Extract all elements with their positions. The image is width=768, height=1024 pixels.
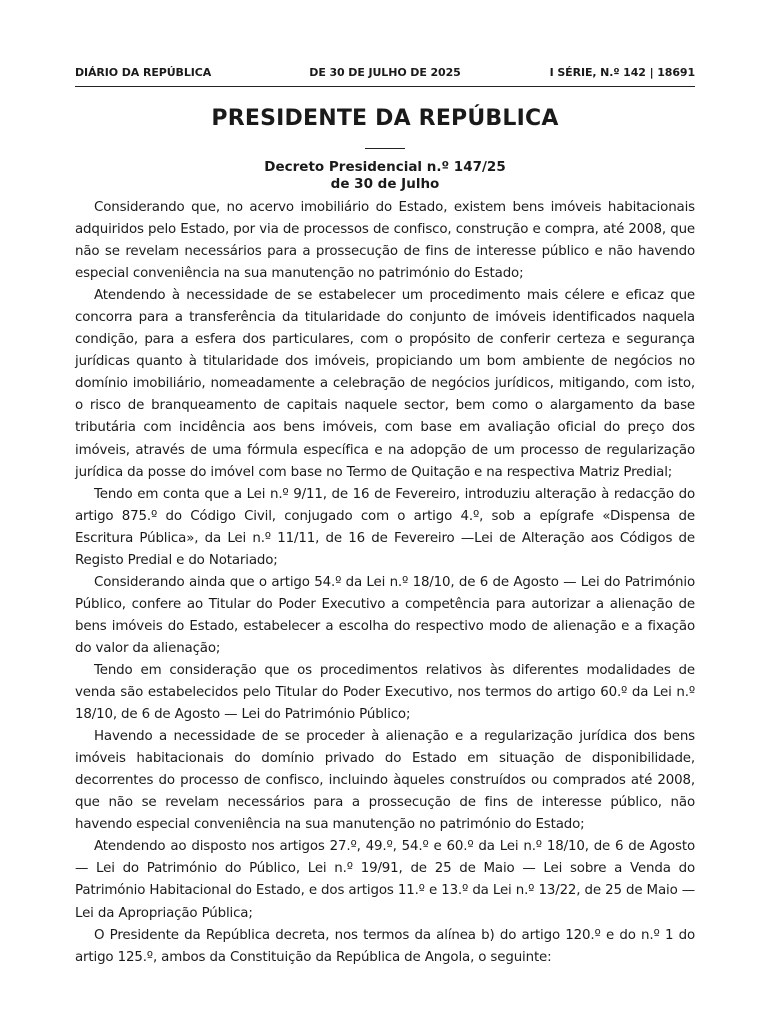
paragraph: Tendo em consideração que os procedimentos relativos às diferentes modalidades de venda são estabelecidos pelo Titular do Poder Executivo, nos termos do artigo 60.º da Lei n.º 18/10, de 6 de Agosto — Lei do Património Público; [75,662,695,723]
header-publication-name: DIÁRIO DA REPÚBLICA [75,66,212,79]
paragraph: Considerando que, no acervo imobiliário do Estado, existem bens imóveis habitacionais adquiridos pelo Estado, por via de processos de confisco, construção e compra, até 2008, que não se revelam necessários para a prossecução de fins de interesse público e não havendo especial conveniência na sua manutenção no património do Estado; [75,200,695,282]
decree-date: de 30 de Julho [330,176,440,192]
paragraph: Havendo a necessidade de se proceder à alienação e a regularização jurídica dos bens imóveis habitacionais do domínio privado do Estado em situação de disponibilidade, decorrentes do processo de confisco, incluindo àqueles construídos ou comprados até 2008, que não se revelam necessários para a prossecução de fins de interesse público, não havendo especial conveniência na sua manutenção no património do Estado; [75,729,695,833]
paragraph: Atendendo à necessidade de se estabelecer um procedimento mais célere e eficaz que concorra para a transferência da titularidade do conjunto de imóveis identificados naquela condição, para a esfera dos particulares, com o propósito de conferir certeza e segurança jurídicas quanto à titularidade dos imóveis, propiciando um bom ambiente de negócios no domínio imobiliário, nomeadamente a celebração de negócios jurídicos, mitigando, com isto, o risco de branqueamento de capitais naquele sector, bem como o alargamento da base tributária com incidência aos bens imóveis, com base em avaliação oficial do preço dos imóveis, através de uma fórmula específica e na adopção de um processo de regularização jurídica da posse do imóvel com base no Termo de Quitação e na respectiva Matriz Predial; [75,288,695,480]
paragraph: Considerando ainda que o artigo 54.º da Lei n.º 18/10, de 6 de Agosto — Lei do Património Público, confere ao Titular do Poder Executivo a competência para autorizar a alienação de bens imóveis do Estado, estabelecer a escolha do respectivo modo de alienação e a fixação do valor da alienação; [75,574,695,656]
section-title: PRESIDENTE DA REPÚBLICA [211,106,559,131]
header-series-number-page: I SÉRIE, N.º 142 | 18691 [549,66,695,79]
running-header [75,66,695,84]
decree-heading [75,159,695,193]
paragraph: Tendo em conta que a Lei n.º 9/11, de 16 de Fevereiro, introduziu alteração à redacção do artigo 875.º do Código Civil, conjugado com o artigo 4.º, sob a epígrafe «Dispensa de Escritura Pública», da Lei n.º 11/11, de 16 de Fevereiro —Lei de Alteração aos Códigos de Registo Predial e do Notariado; [75,486,695,568]
paragraph: O Presidente da República decreta, nos termos da alínea b) do artigo 120.º e do n.º 1 do artigo 125.º, ambos da Constituição da República de Angola, o seguinte: [75,927,695,965]
header-date: DE 30 DE JULHO DE 2025 [309,66,461,79]
paragraph: Atendendo ao disposto nos artigos 27.º, 49.º, 54.º e 60.º da Lei n.º 18/10, de 6 de Agosto — Lei do Património do Público, Lei n.º 19/91, de 25 de Maio — Lei sobre a Venda do Património Habitacional do Estado, e dos artigos 11.º e 13.º da Lei n.º 13/22, de 25 de Maio — Lei da Apropriação Pública; [75,839,695,921]
document-body [75,104,695,969]
title-divider [365,148,405,149]
decree-preamble [75,197,695,969]
decree-number: Decreto Presidencial n.º 147/25 [264,159,506,175]
header-divider [75,86,695,87]
